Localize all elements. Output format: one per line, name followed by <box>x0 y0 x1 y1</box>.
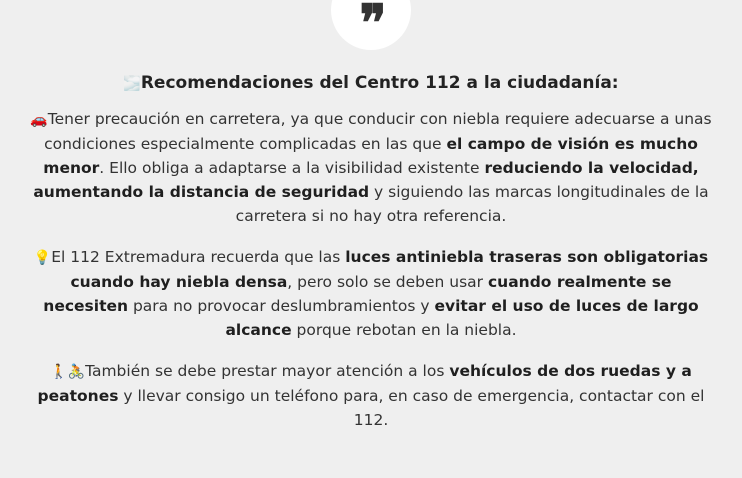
emphasis-text: cuando realmente se necesiten <box>43 273 672 315</box>
recommendation-paragraph <box>30 245 712 342</box>
body-text: También se debe prestar mayor atención a los <box>85 362 450 380</box>
pedestrian-cyclist-icon: 🚶🚴 <box>50 364 86 380</box>
body-text: El 112 Extremadura recuerda que las <box>51 248 346 266</box>
fog-icon: 🌫️ <box>123 76 141 92</box>
paragraph-list <box>30 107 712 432</box>
recommendation-paragraph <box>30 107 712 228</box>
quote-badge <box>331 0 411 50</box>
body-text: y llevar consigo un teléfono para, en caso de emergencia, contactar con el 112. <box>118 387 705 429</box>
body-text: porque rebotan en la niebla. <box>291 321 517 339</box>
body-text: Tener precaución en carretera, ya que conducir con niebla requiere adecuarse a unas condiciones especialmente complicadas en las que <box>44 110 712 153</box>
emphasis-text: reduciendo la velocidad, aumentando la distancia de seguridad <box>33 159 699 201</box>
body-text: , pero solo se deben usar <box>287 273 488 291</box>
quote-icon: ❞ <box>359 0 383 52</box>
emphasis-text: evitar el uso de luces de largo alcance <box>225 297 699 339</box>
emphasis-text: el campo de visión es mucho menor <box>43 135 698 177</box>
emphasis-text: vehículos de dos ruedas y a peatones <box>37 362 692 405</box>
recommendations-content <box>30 70 712 449</box>
recommendations-heading <box>30 70 712 97</box>
heading-text: Recomendaciones del Centro 112 a la ciudadanía: <box>140 73 619 93</box>
body-text: para no provocar deslumbramientos y <box>128 297 435 315</box>
body-text: . Ello obliga a adaptarse a la visibilidad existente <box>99 159 485 177</box>
lightbulb-icon: 💡 <box>33 250 52 266</box>
recommendation-paragraph <box>30 359 712 432</box>
emphasis-text: luces antiniebla traseras son obligatorias cuando hay niebla densa <box>70 248 709 291</box>
car-icon: 🚗 <box>30 112 48 128</box>
body-text: y siguiendo las marcas longitudinales de la carretera si no hay otra referencia. <box>235 183 709 225</box>
